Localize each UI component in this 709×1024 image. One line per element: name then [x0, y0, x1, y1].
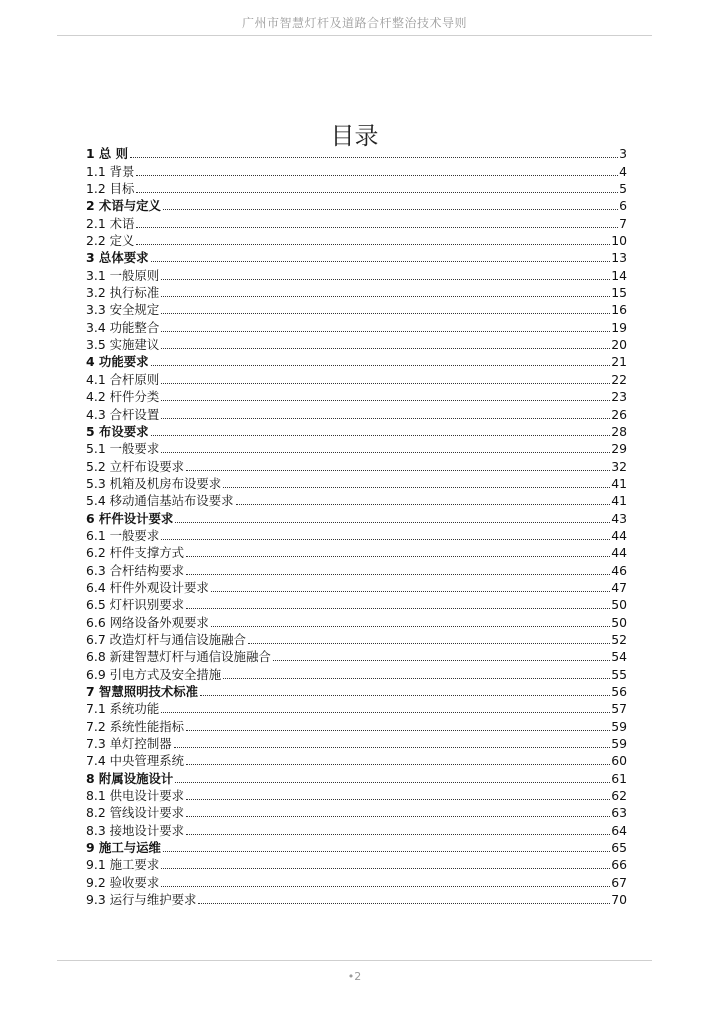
- toc-entry[interactable]: [86, 804, 627, 821]
- toc-leader-dots: [136, 174, 618, 176]
- toc-leader-dots: [186, 729, 610, 731]
- toc-leader-dots: [186, 815, 610, 817]
- toc-entry-page: 59: [611, 718, 627, 734]
- toc-entry-label: 6.5 灯杆识别要求: [86, 597, 184, 613]
- running-header: 广州市智慧灯杆及道路合杆整治技术导则: [241, 16, 467, 30]
- toc-entry-label: 6.9 引电方式及安全措施: [86, 666, 222, 682]
- toc-entry-label: 6.1 一般要求: [86, 527, 160, 543]
- toc-entry[interactable]: [86, 162, 627, 179]
- toc-entry-label: 8.2 管线设计要求: [86, 805, 184, 821]
- toc-entry-page: 6: [619, 198, 627, 214]
- toc-entry-page: 52: [611, 631, 627, 647]
- toc-entry-page: 67: [611, 874, 627, 890]
- toc-leader-dots: [198, 902, 610, 904]
- toc-entry-label: 9.3 运行与维护要求: [86, 892, 197, 908]
- toc-entry-label: 5.4 移动通信基站布设要求: [86, 493, 234, 509]
- toc-entry[interactable]: [86, 197, 627, 214]
- toc-entry[interactable]: [86, 214, 627, 231]
- toc-entry[interactable]: [86, 353, 627, 370]
- toc-entry-page: 26: [611, 406, 627, 422]
- toc-entry[interactable]: [86, 787, 627, 804]
- toc-leader-dots: [161, 312, 610, 314]
- toc-leader-dots: [136, 243, 610, 245]
- toc-entry[interactable]: [86, 683, 627, 700]
- toc-entry[interactable]: [86, 145, 627, 162]
- toc-entry-page: 29: [611, 441, 627, 457]
- toc-leader-dots: [161, 867, 610, 869]
- toc-entry-page: 44: [611, 545, 627, 561]
- toc-entry-page: 55: [611, 666, 627, 682]
- toc-entry[interactable]: [86, 440, 627, 457]
- toc-entry[interactable]: [86, 856, 627, 873]
- page-number: •2: [347, 970, 362, 983]
- toc-entry[interactable]: [86, 613, 627, 630]
- toc-entry-label: 9.1 施工要求: [86, 857, 160, 873]
- toc-leader-dots: [175, 521, 610, 523]
- toc-leader-dots: [161, 382, 610, 384]
- toc-entry-page: 41: [611, 475, 627, 491]
- toc-entry[interactable]: [86, 249, 627, 266]
- toc-entry-label: 7.3 单灯控制器: [86, 736, 172, 752]
- toc-entry-page: 22: [611, 371, 627, 387]
- toc-leader-dots: [186, 798, 610, 800]
- toc-entry[interactable]: [86, 509, 627, 526]
- toc-entry-label: 9.2 验收要求: [86, 874, 160, 890]
- toc-leader-dots: [186, 469, 610, 471]
- toc-entry-label: 5.3 机箱及机房布设要求: [86, 475, 222, 491]
- table-of-contents: [86, 145, 627, 908]
- toc-entry-page: 70: [611, 892, 627, 908]
- toc-entry[interactable]: [86, 388, 627, 405]
- toc-entry-label: 4.3 合杆设置: [86, 406, 160, 422]
- toc-entry[interactable]: [86, 752, 627, 769]
- toc-entry[interactable]: [86, 284, 627, 301]
- toc-entry-page: 13: [611, 250, 627, 266]
- toc-leader-dots: [136, 191, 618, 193]
- toc-entry[interactable]: [86, 891, 627, 908]
- toc-entry-page: 3: [619, 146, 627, 162]
- toc-entry-page: 54: [611, 649, 627, 665]
- toc-entry-page: 50: [611, 614, 627, 630]
- toc-entry[interactable]: [86, 631, 627, 648]
- toc-entry[interactable]: [86, 544, 627, 561]
- toc-entry[interactable]: [86, 423, 627, 440]
- toc-entry-label: 3.2 执行标准: [86, 285, 160, 301]
- toc-entry-label: 6.7 改造灯杆与通信设施融合: [86, 631, 246, 647]
- toc-leader-dots: [161, 417, 610, 419]
- header-divider: [57, 35, 652, 36]
- toc-entry-page: 28: [611, 423, 627, 439]
- toc-entry-label: 4.2 杆件分类: [86, 389, 160, 405]
- toc-leader-dots: [223, 677, 610, 679]
- toc-entry[interactable]: [86, 665, 627, 682]
- toc-entry[interactable]: [86, 527, 627, 544]
- toc-leader-dots: [186, 555, 610, 557]
- toc-entry-page: 32: [611, 458, 627, 474]
- toc-entry[interactable]: [86, 180, 627, 197]
- toc-entry-page: 15: [611, 285, 627, 301]
- toc-leader-dots: [163, 850, 610, 852]
- toc-entry-label: 5.2 立杆布设要求: [86, 458, 184, 474]
- toc-entry-label: 7.4 中央管理系统: [86, 753, 184, 769]
- toc-leader-dots: [161, 347, 610, 349]
- toc-entry[interactable]: [86, 839, 627, 856]
- toc-leader-dots: [175, 781, 610, 783]
- toc-entry[interactable]: [86, 873, 627, 890]
- toc-entry-page: 14: [611, 267, 627, 283]
- toc-leader-dots: [186, 833, 610, 835]
- toc-leader-dots: [223, 486, 610, 488]
- toc-entry-page: 50: [611, 597, 627, 613]
- toc-entry-label: 6 杆件设计要求: [86, 510, 174, 526]
- toc-entry-label: 7.2 系统性能指标: [86, 718, 184, 734]
- toc-entry-page: 57: [611, 701, 627, 717]
- toc-leader-dots: [161, 711, 610, 713]
- toc-leader-dots: [161, 451, 610, 453]
- toc-entry-label: 8.1 供电设计要求: [86, 788, 184, 804]
- toc-leader-dots: [130, 156, 618, 158]
- toc-entry-page: 61: [611, 770, 627, 786]
- toc-entry-page: 64: [611, 822, 627, 838]
- toc-entry-page: 21: [611, 354, 627, 370]
- toc-entry[interactable]: [86, 596, 627, 613]
- toc-entry[interactable]: [86, 336, 627, 353]
- toc-entry-page: 66: [611, 857, 627, 873]
- toc-entry-label: 1 总 则: [86, 146, 129, 162]
- toc-leader-dots: [200, 694, 610, 696]
- toc-entry-label: 7.1 系统功能: [86, 701, 160, 717]
- toc-leader-dots: [186, 607, 610, 609]
- toc-entry[interactable]: [86, 318, 627, 335]
- toc-entry-label: 1.2 目标: [86, 181, 135, 197]
- toc-leader-dots: [161, 885, 610, 887]
- toc-entry-page: 44: [611, 527, 627, 543]
- toc-entry-label: 8.3 接地设计要求: [86, 822, 184, 838]
- toc-entry-page: 59: [611, 736, 627, 752]
- toc-entry-label: 3.1 一般原则: [86, 267, 160, 283]
- toc-entry[interactable]: [86, 561, 627, 578]
- toc-entry[interactable]: [86, 475, 627, 492]
- toc-entry-page: 19: [611, 319, 627, 335]
- toc-leader-dots: [136, 226, 618, 228]
- toc-entry[interactable]: [86, 266, 627, 283]
- toc-leader-dots: [186, 763, 610, 765]
- toc-leader-dots: [161, 538, 610, 540]
- toc-entry[interactable]: [86, 735, 627, 752]
- toc-entry-page: 5: [619, 181, 627, 197]
- toc-entry-label: 9 施工与运维: [86, 840, 161, 856]
- toc-entry[interactable]: [86, 405, 627, 422]
- toc-leader-dots: [161, 399, 610, 401]
- toc-entry-page: 60: [611, 753, 627, 769]
- toc-entry-page: 43: [611, 510, 627, 526]
- toc-entry[interactable]: [86, 301, 627, 318]
- toc-entry-page: 20: [611, 337, 627, 353]
- toc-title: 目录: [330, 122, 379, 151]
- toc-leader-dots: [248, 642, 610, 644]
- toc-entry-label: 6.4 杆件外观设计要求: [86, 579, 209, 595]
- toc-entry[interactable]: [86, 769, 627, 786]
- footer-divider: [57, 960, 652, 961]
- toc-entry-label: 6.2 杆件支撑方式: [86, 545, 184, 561]
- toc-entry-page: 10: [611, 233, 627, 249]
- toc-entry-label: 4.1 合杆原则: [86, 371, 160, 387]
- toc-entry-label: 6.8 新建智慧灯杆与通信设施融合: [86, 649, 271, 665]
- toc-entry-label: 3.5 实施建议: [86, 337, 160, 353]
- toc-entry-label: 5.1 一般要求: [86, 441, 160, 457]
- toc-entry[interactable]: [86, 232, 627, 249]
- toc-entry-page: 56: [611, 684, 627, 699]
- toc-entry-page: 62: [611, 788, 627, 804]
- toc-entry[interactable]: [86, 492, 627, 509]
- toc-entry-label: 6.3 合杆结构要求: [86, 562, 184, 578]
- toc-leader-dots: [211, 590, 610, 592]
- toc-entry-label: 2 术语与定义: [86, 198, 161, 214]
- toc-entry-label: 3.4 功能整合: [86, 319, 160, 335]
- toc-entry-label: 2.2 定义: [86, 233, 135, 249]
- toc-entry-label: 4 功能要求: [86, 354, 149, 370]
- toc-entry[interactable]: [86, 717, 627, 734]
- toc-entry-page: 46: [611, 562, 627, 578]
- toc-entry-page: 4: [619, 163, 627, 179]
- toc-entry[interactable]: [86, 579, 627, 596]
- toc-leader-dots: [163, 208, 618, 210]
- toc-entry-page: 7: [619, 215, 627, 231]
- toc-entry-page: 16: [611, 302, 627, 318]
- toc-entry[interactable]: [86, 821, 627, 838]
- toc-entry-page: 47: [611, 579, 627, 595]
- toc-entry-page: 63: [611, 805, 627, 821]
- toc-entry-page: 65: [611, 840, 627, 856]
- toc-entry-label: 6.6 网络设备外观要求: [86, 614, 209, 630]
- toc-entry-page: 41: [611, 493, 627, 509]
- toc-entry-label: 3 总体要求: [86, 250, 149, 266]
- toc-entry[interactable]: [86, 370, 627, 387]
- toc-leader-dots: [161, 295, 610, 297]
- toc-entry-page: 23: [611, 389, 627, 405]
- toc-leader-dots: [211, 625, 610, 627]
- toc-entry[interactable]: [86, 457, 627, 474]
- toc-leader-dots: [161, 330, 610, 332]
- toc-entry-label: 3.3 安全规定: [86, 302, 160, 318]
- toc-leader-dots: [161, 278, 610, 280]
- toc-entry-label: 8 附属设施设计: [86, 770, 174, 786]
- toc-entry-label: 7 智慧照明技术标准: [86, 684, 199, 699]
- toc-entry[interactable]: [86, 648, 627, 665]
- toc-entry-label: 2.1 术语: [86, 215, 135, 231]
- toc-leader-dots: [174, 746, 611, 748]
- toc-leader-dots: [186, 573, 610, 575]
- toc-entry[interactable]: [86, 700, 627, 717]
- toc-leader-dots: [151, 364, 611, 366]
- toc-entry-label: 1.1 背景: [86, 163, 135, 179]
- toc-leader-dots: [151, 434, 611, 436]
- toc-entry-label: 5 布设要求: [86, 423, 149, 439]
- toc-leader-dots: [236, 503, 611, 505]
- toc-leader-dots: [151, 260, 611, 262]
- toc-leader-dots: [273, 659, 610, 661]
